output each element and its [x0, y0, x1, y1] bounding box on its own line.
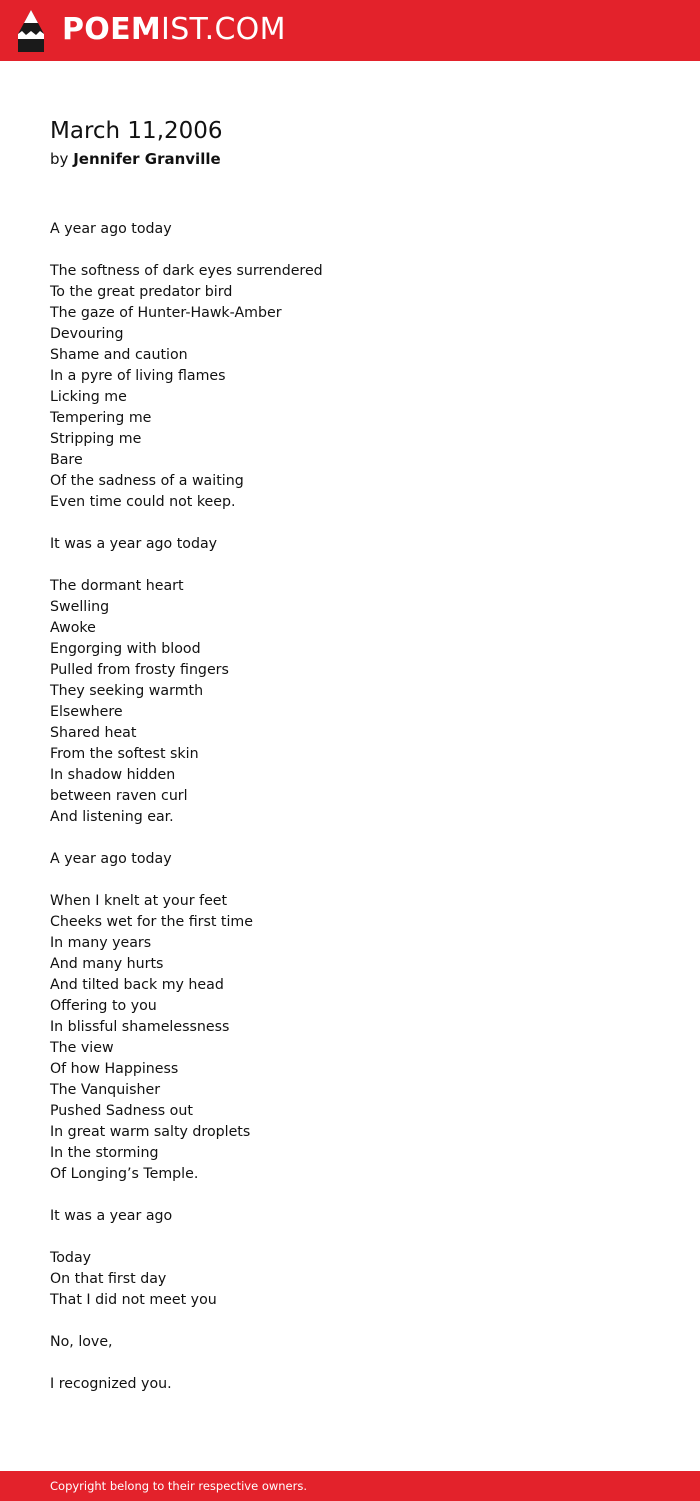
poem-line: That I did not meet you	[50, 1292, 217, 1308]
stanza-break	[50, 1185, 323, 1206]
poem-line: The gaze of Hunter-Hawk-Amber	[50, 305, 282, 321]
poem-line: between raven curl	[50, 788, 188, 804]
poem-line: Offering to you	[50, 998, 157, 1014]
poem-line: Swelling	[50, 599, 110, 615]
poem-line: In the storming	[50, 1145, 159, 1161]
poem-line: The Vanquisher	[50, 1082, 161, 1098]
poem-line: Shame and caution	[50, 347, 188, 363]
poem-line: The softness of dark eyes surrendered	[50, 263, 323, 279]
poem-line: Licking me	[50, 389, 127, 405]
poem-line: The dormant heart	[50, 578, 184, 594]
poem-line: Cheeks wet for the first time	[50, 914, 253, 930]
site-footer	[0, 1471, 700, 1501]
poem-line: Awoke	[50, 620, 96, 636]
stanza-break	[50, 513, 323, 534]
byline	[50, 148, 221, 170]
poem-line: On that first day	[50, 1271, 167, 1287]
poem-line: In great warm salty droplets	[50, 1124, 251, 1140]
logo-light-text: IST.COM	[161, 12, 286, 47]
poem-line: Shared heat	[50, 725, 137, 741]
logo-bold-text: POEM	[62, 12, 162, 47]
poem-line: To the great predator bird	[50, 284, 233, 300]
poem-line: Of Longing’s Temple.	[50, 1166, 199, 1182]
poem-line: And tilted back my head	[50, 977, 224, 993]
poem-line: In many years	[50, 935, 152, 951]
copyright-text: Copyright belong to their respective owners.	[50, 1479, 308, 1493]
by-label: by	[50, 150, 69, 168]
poem-line: In a pyre of living flames	[50, 368, 226, 384]
poem-line: From the softest skin	[50, 746, 199, 762]
author-name: Jennifer Granville	[73, 150, 221, 168]
poem-line: Today	[50, 1250, 92, 1266]
poem-line: The view	[50, 1040, 114, 1056]
poem-line: And listening ear.	[50, 809, 174, 825]
stanza-break	[50, 1311, 323, 1332]
site-logo[interactable]	[62, 12, 286, 48]
pencil-icon[interactable]	[18, 10, 44, 52]
poem-line: It was a year ago today	[50, 536, 218, 552]
poem-line: And many hurts	[50, 956, 164, 972]
poem-line: Pulled from frosty fingers	[50, 662, 229, 678]
stanza-break	[50, 555, 323, 576]
poem-line: Tempering me	[50, 410, 152, 426]
stanza-break	[50, 1227, 323, 1248]
poem-line: Devouring	[50, 326, 124, 342]
poem-line: Stripping me	[50, 431, 142, 447]
poem-line: No, love,	[50, 1334, 113, 1350]
site-header	[0, 0, 700, 61]
stanza-break	[50, 870, 323, 891]
poem-line: Of the sadness of a waiting	[50, 473, 244, 489]
poem-line: It was a year ago	[50, 1208, 173, 1224]
stanza-break	[50, 828, 323, 849]
poem-line: They seeking warmth	[50, 683, 204, 699]
poem-line: Elsewhere	[50, 704, 123, 720]
poem-body	[50, 219, 323, 1395]
stanza-break	[50, 1353, 323, 1374]
poem-line: Engorging with blood	[50, 641, 201, 657]
poem-line: A year ago today	[50, 851, 172, 867]
poem-line: In shadow hidden	[50, 767, 176, 783]
poem-line: I recognized you.	[50, 1376, 172, 1392]
poem-line: A year ago today	[50, 221, 172, 237]
poem-line: Even time could not keep.	[50, 494, 236, 510]
stanza-break	[50, 240, 323, 261]
poem-line: Pushed Sadness out	[50, 1103, 193, 1119]
poem-line: In blissful shamelessness	[50, 1019, 230, 1035]
poem-line: Of how Happiness	[50, 1061, 179, 1077]
poem-line: Bare	[50, 452, 83, 468]
poem-line: When I knelt at your feet	[50, 893, 228, 909]
poem-title: March 11,2006	[50, 118, 223, 144]
